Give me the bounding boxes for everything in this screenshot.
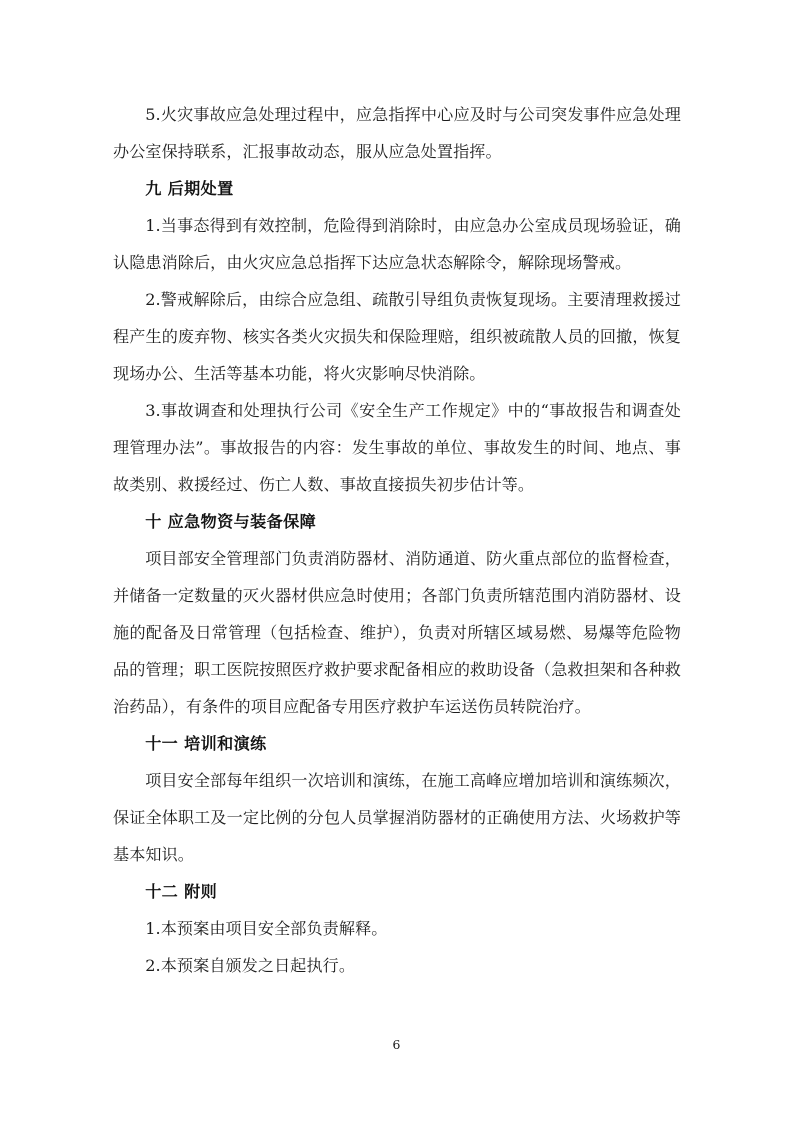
document-body <box>113 96 681 984</box>
page-number: 6 <box>392 1037 401 1052</box>
paragraph-section12-item-1: 1.本预案由项目安全部负责解释。 <box>145 919 388 938</box>
heading-section-10: 十 应急物资与装备保障 <box>145 512 317 531</box>
paragraph-section9-item-1: 1.当事态得到有效控制，危险得到消除时，由应急办公室成员现场验证，确认隐患消除后，由火灾应急总指挥下达应急状态解除令，解除现场警戒。 <box>113 216 681 272</box>
paragraph-section9-item-2: 2.警戒解除后，由综合应急组、疏散引导组负责恢复现场。主要清理救援过程产生的废弃物、核实各类火灾损失和保险理赔，组织被疏散人员的回撤，恢复现场办公、生活等基本功能，将火灾影响尽快消除。 <box>113 290 681 383</box>
paragraph-section12-item-2: 2.本预案自颁发之日起执行。 <box>145 956 356 975</box>
paragraph-section11-body: 项目安全部每年组织一次培训和演练，在施工高峰应增加培训和演练频次，保证全体职工及一定比例的分包人员掌握消防器材的正确使用方法、火场救护等基本知识。 <box>113 771 681 864</box>
paragraph-section9-item-3: 3.事故调查和处理执行公司《安全生产工作规定》中的“事故报告和调查处理管理办法”。事故报告的内容：发生事故的单位、事故发生的时间、地点、事故类别、救援经过、伤亡人数、事故直接损失初步估计等。 <box>113 401 681 494</box>
heading-section-12: 十二 附则 <box>145 882 218 901</box>
heading-section-11: 十一 培训和演练 <box>145 734 267 753</box>
paragraph-item-5: 5.火灾事故应急处理过程中，应急指挥中心应及时与公司突发事件应急处理办公室保持联系，汇报事故动态，服从应急处置指挥。 <box>113 105 681 161</box>
paragraph-section10-body: 项目部安全管理部门负责消防器材、消防通道、防火重点部位的监督检查，并储备一定数量的灭火器材供应急时使用；各部门负责所辖范围内消防器材、设施的配备及日常管理（包括检查、维护），负责对所辖区域易燃、易爆等危险物品的管理；职工医院按照医疗救护要求配备相应的救助设备（急救担架和各种救治药品），有条件的项目应配备专用医疗救护车运送伤员转院治疗。 <box>113 549 681 716</box>
heading-section-9: 九 后期处置 <box>145 179 234 198</box>
